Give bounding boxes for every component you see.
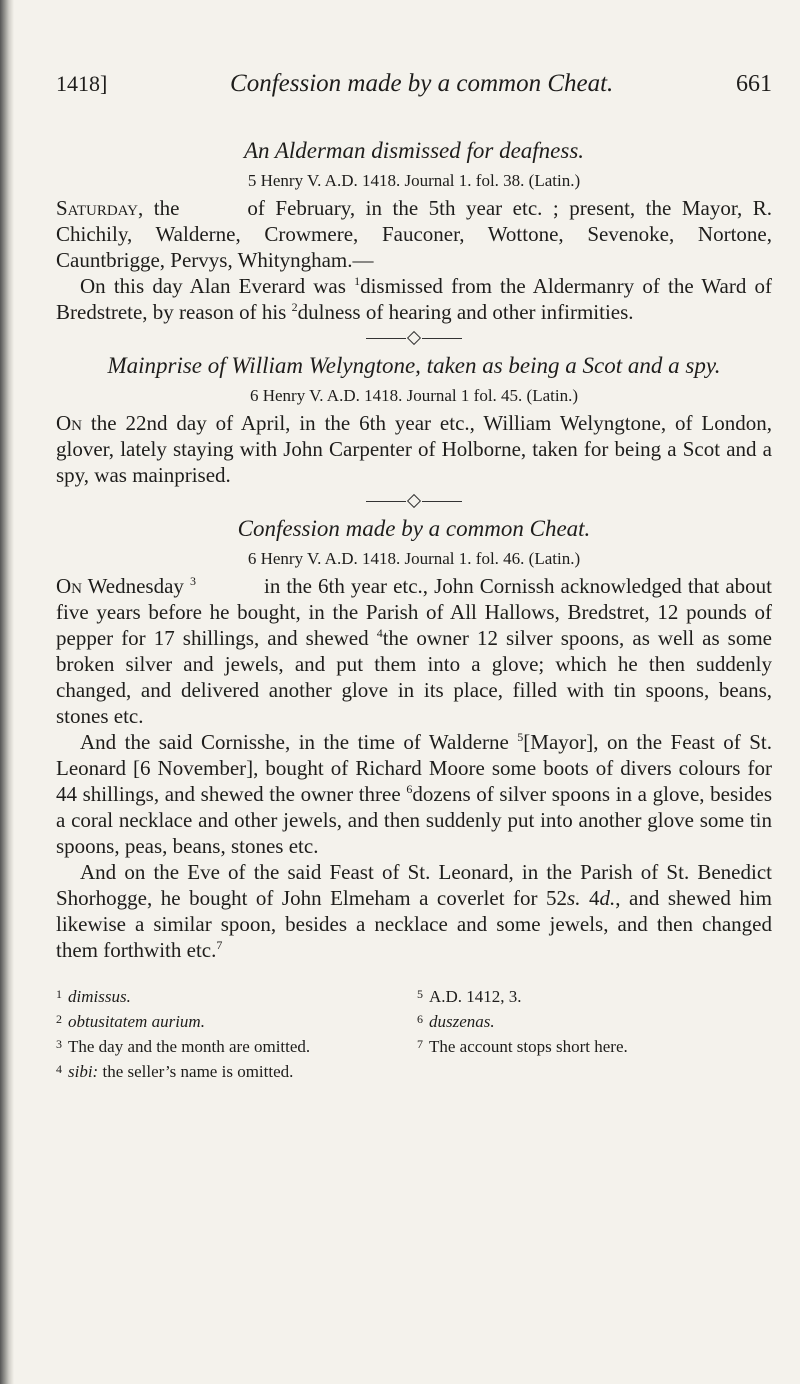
section-title-alderman: An Alderman dismissed for deafness. bbox=[243, 138, 585, 163]
footnote-2: $^2$ obtusitatem aurium. bbox=[56, 1012, 205, 1031]
paragraph-saturday: Saturday, the of February, in the 5th year etc. ; present, the Mayor, R. Chichily, Walderne, Crowmere, Fauconer, Wottone, Sevenoke, Nortone, Cauntbrigge, Pervys, Whityngham.— bbox=[56, 196, 773, 272]
footnote-1: $^1$ dimissus. bbox=[56, 987, 131, 1006]
running-head-title: Confession made by a common Cheat. bbox=[230, 70, 614, 97]
section-title-mainprise: Mainprise of William Welyngtone, taken as being a Scot and a spy. bbox=[107, 353, 721, 378]
running-head-year: 1418] bbox=[56, 71, 108, 96]
diamond-ornament-icon bbox=[407, 494, 421, 508]
section-meta-mainprise: 6 Henry V. A.D. 1418. Journal 1 fol. 45. (Latin.) bbox=[249, 386, 578, 405]
footnote-mark-2: 2 bbox=[291, 300, 298, 314]
lead-word: On bbox=[56, 411, 82, 435]
section-divider bbox=[56, 333, 772, 343]
paragraph-cornisshe-boots: And the said Cornisshe, in the time of Walderne $^5$[Mayor], on the Feast of St. Leonard [6 November], bought of Richard Moore some boots of divers colours for 44 shillings, and shewed the owner three $^6$dozens of silver spoons in a glove, besides a coral necklace and other jewels, and then suddenly put into another glove some tin spoons, peas, beans, stones etc. bbox=[56, 730, 772, 858]
section-divider bbox=[56, 496, 772, 506]
section-title-confession: Confession made by a common Cheat. bbox=[237, 516, 591, 541]
footnote-7: $^7$ The account stops short here. bbox=[417, 1037, 628, 1056]
book-page bbox=[56, 70, 772, 1083]
footnote-mark-3: 3 bbox=[189, 574, 196, 588]
paragraph-everard: On this day Alan Everard was $^1$dismissed from the Aldermanry of the Ward of Bredstrete, by reason of his $^2$dulness of hearing and other infirmities. bbox=[56, 274, 773, 324]
footnote-mark-6: 6 bbox=[406, 782, 413, 796]
footnote-3: $^3$ The day and the month are omitted. bbox=[56, 1037, 311, 1056]
footnote-mark-7: 7 bbox=[216, 938, 223, 952]
footnotes bbox=[56, 983, 772, 1083]
footnote-mark-1: 1 bbox=[354, 274, 361, 288]
book-binding-edge bbox=[0, 0, 14, 1384]
lead-word: Saturday, bbox=[56, 196, 144, 220]
paragraph-cornissh-pepper: On Wednesday $^3$ in the 6th year etc., John Cornissh acknowledged that about five years before he bought, in the Parish of All Hallows, Bredstret, 12 pounds of pepper for 17 shillings, and shewed $^4$the owner 12 silver spoons, as well as some broken silver and jewels, and put them into a glove; which he then suddenly changed, and delivered another glove in its place, filled with tin spoons, beans, stones etc. bbox=[56, 574, 773, 728]
page-number: 661 bbox=[736, 71, 772, 97]
footnotes-right-column bbox=[411, 983, 772, 1083]
footnote-5: $^5$ A.D. 1412, 3. bbox=[417, 987, 522, 1006]
footnotes-left-column bbox=[56, 983, 411, 1083]
footnote-4: $^4$ sibi: the seller’s name is omitted. bbox=[56, 1062, 294, 1081]
lead-word: On bbox=[56, 574, 82, 598]
section-meta-alderman: 5 Henry V. A.D. 1418. Journal 1. fol. 38. (Latin.) bbox=[247, 171, 581, 190]
section-meta-confession: 6 Henry V. A.D. 1418. Journal 1. fol. 46. (Latin.) bbox=[247, 549, 581, 568]
diamond-ornament-icon bbox=[407, 331, 421, 345]
footnote-6: $^6$ duszenas. bbox=[417, 1012, 495, 1031]
running-head bbox=[56, 70, 772, 98]
footnote-mark-4: 4 bbox=[376, 626, 383, 640]
paragraph-coverlet: And on the Eve of the said Feast of St. Leonard, in the Parish of St. Benedict Shorhogge, he bought of John Elmeham a coverlet for 52s. 4d., and shewed him likewise a similar spoon, besides a necklace and some jewels, and then changed them forthwith etc.$^7$ bbox=[56, 860, 772, 962]
paragraph-welyngtone: On the 22nd day of April, in the 6th year etc., William Welyngtone, of London, glover, lately staying with John Carpenter of Holborne, taken for being a Scot and a spy, was mainprised. bbox=[56, 411, 772, 487]
footnote-mark-5: 5 bbox=[517, 730, 524, 744]
